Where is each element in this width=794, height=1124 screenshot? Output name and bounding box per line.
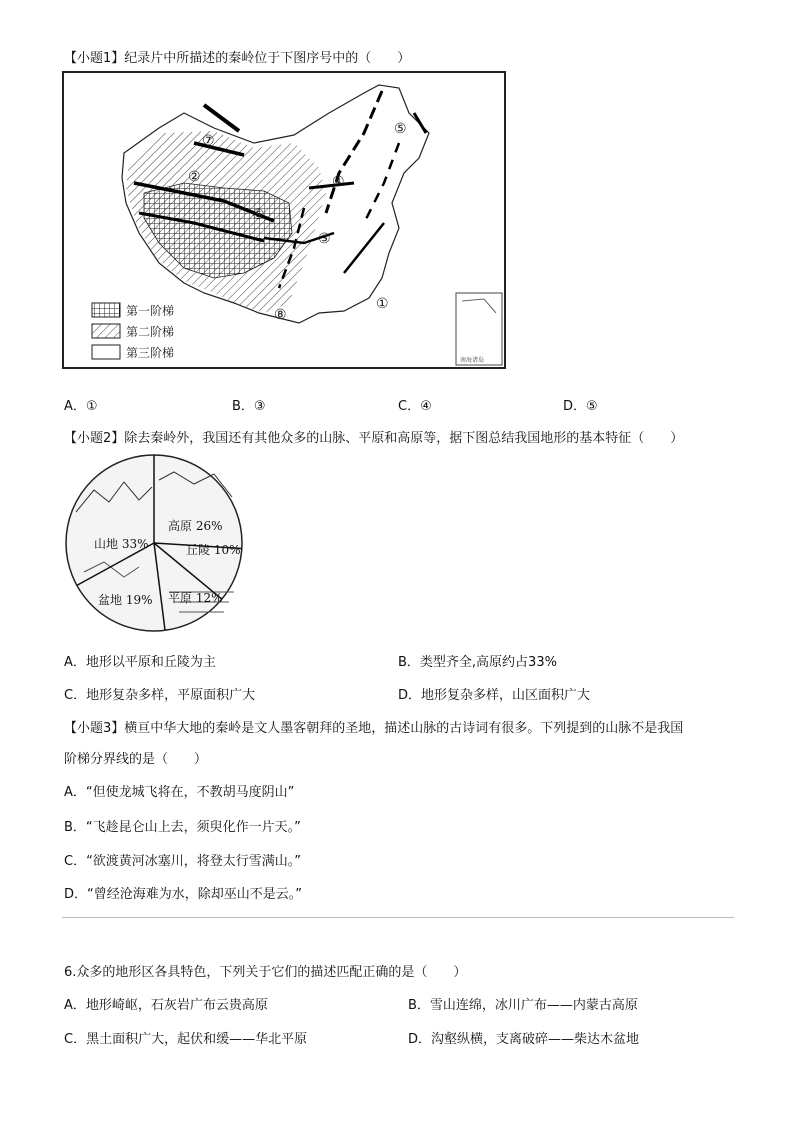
map-figure: [64, 73, 504, 367]
q1-option-d[interactable]: D．⑤: [563, 399, 598, 414]
q3-option-c[interactable]: C．“欲渡黄河冰塞川，将登太行雪满山。”: [64, 854, 302, 869]
map-label-5: ⑤: [394, 121, 407, 137]
q1-option-c[interactable]: C．④: [398, 399, 432, 414]
q2-option-c[interactable]: C．地形复杂多样，平原面积广大: [64, 688, 256, 703]
map-legend: [92, 303, 174, 360]
q6-option-b[interactable]: B．雪山连绵，冰川广布——内蒙古高原: [408, 998, 638, 1013]
pie-figure: [64, 452, 244, 634]
legend-step-three: 第三阶梯: [126, 346, 175, 360]
china-terrain-map: [62, 71, 506, 369]
q2-option-d[interactable]: D．地形复杂多样，山区面积广大: [398, 688, 591, 703]
pie-label-mountain: 山地 33%: [94, 537, 149, 551]
south-china-sea-inset: [456, 293, 502, 365]
map-label-6: ⑥: [252, 207, 265, 223]
q2-option-b[interactable]: B．类型齐全,高原约占33%: [398, 655, 557, 670]
legend-step-one: 第一阶梯: [126, 304, 175, 318]
map-label-3: ③: [318, 231, 331, 247]
q2-option-a[interactable]: A．地形以平原和丘陵为主: [64, 655, 216, 670]
q3-stem-line2: 阶梯分界线的是（ ）: [64, 752, 208, 767]
q6-stem: 6.众多的地形区各具特色，下列关于它们的描述匹配正确的是（ ）: [64, 965, 467, 980]
q3-option-b[interactable]: B．“飞趁昆仑山上去，须臾化作一片天。”: [64, 820, 301, 835]
pie-label-plain: 平原 12%: [168, 591, 223, 605]
terrain-pie-chart: [64, 452, 244, 634]
map-label-2: ②: [188, 169, 201, 185]
q1-option-b[interactable]: B．③: [232, 399, 266, 414]
q6-option-c[interactable]: C．黑土面积广大，起伏和缓——华北平原: [64, 1032, 308, 1047]
q6-option-a[interactable]: A．地形崎岖，石灰岩广布云贵高原: [64, 998, 268, 1013]
map-label-1: ①: [376, 296, 389, 312]
q2-stem: 【小题2】除去秦岭外，我国还有其他众多的山脉、平原和高原等，据下图总结我国地形的基本特征（ ）: [64, 431, 684, 446]
pie-label-basin: 盆地 19%: [98, 593, 153, 607]
pie-label-plateau: 高原 26%: [168, 519, 223, 533]
legend-step-two: 第二阶梯: [126, 325, 175, 339]
map-label-8: ⑧: [274, 307, 287, 323]
pie-label-hills: 丘陵 10%: [186, 543, 241, 557]
q3-stem-line1: 【小题3】横亘中华大地的秦岭是文人墨客朝拜的圣地，描述山脉的古诗词有很多。下列提到的山脉不是我国: [64, 721, 684, 736]
map-label-7: ⑦: [202, 133, 215, 149]
q1-stem: 【小题1】纪录片中所描述的秦岭位于下图序号中的（ ）: [64, 51, 411, 66]
q1-option-a[interactable]: A．①: [64, 399, 98, 414]
q3-option-a[interactable]: A．“但使龙城飞将在，不教胡马度阴山”: [64, 785, 295, 800]
q3-option-d[interactable]: D．“曾经沧海难为水，除却巫山不是云。”: [64, 887, 302, 902]
q6-option-d[interactable]: D．沟壑纵横，支离破碎——柴达木盆地: [408, 1032, 640, 1047]
map-label-4: ④: [332, 174, 345, 190]
section-divider: [62, 917, 734, 918]
inset-label: 南海诸岛: [460, 357, 485, 364]
